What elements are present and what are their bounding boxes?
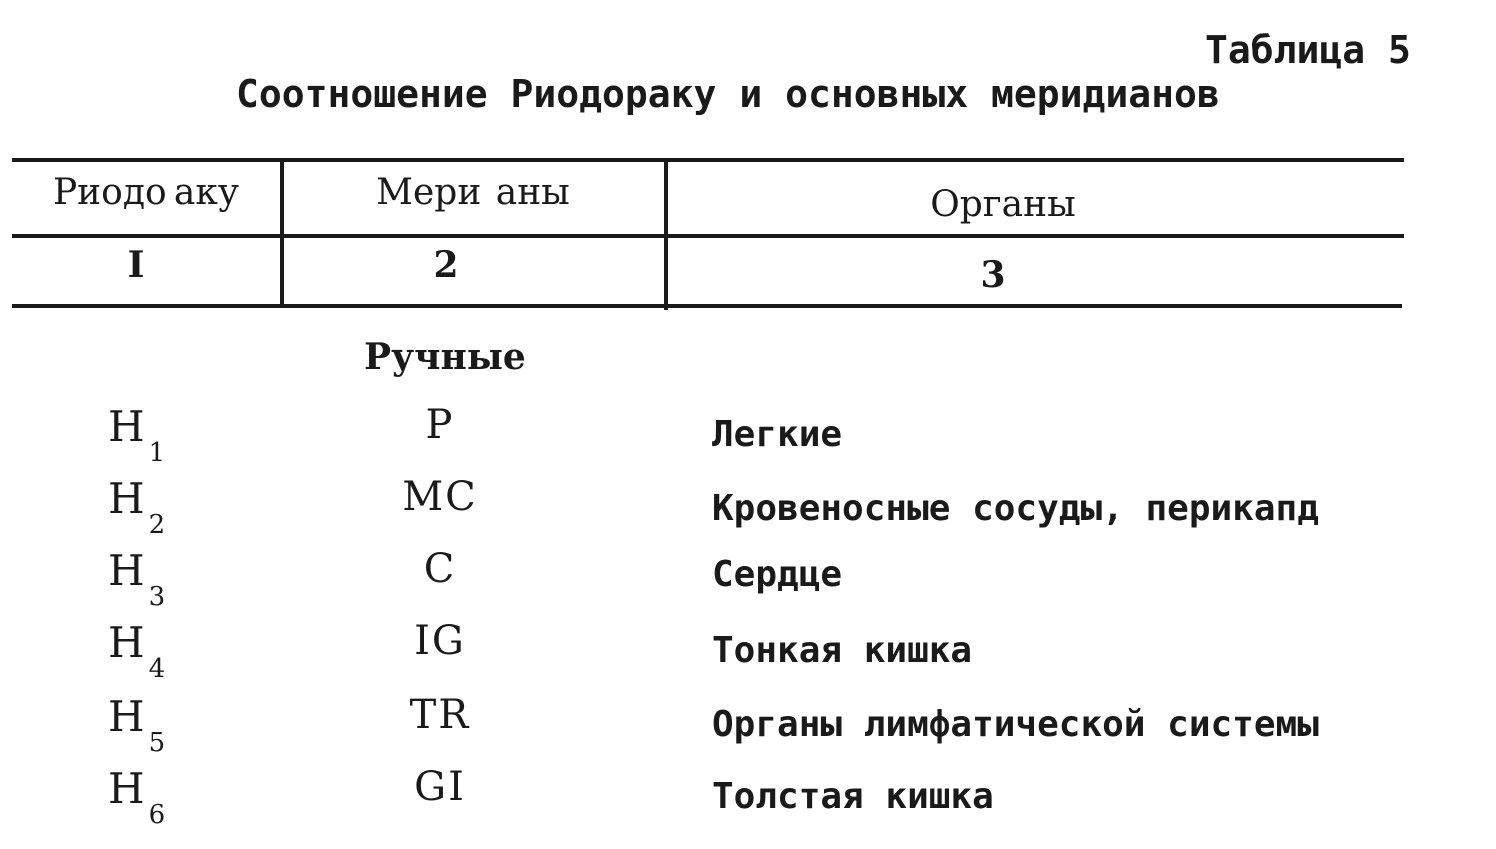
table-row [0,402,1496,472]
organ-name: Толстая кишка [712,776,994,817]
organ-name: Кровеносные сосуды, перикапд [712,488,1319,529]
header-riodoraku: Риодо аку [52,172,240,213]
header-organs: Органы [930,184,1076,225]
table-row [0,546,1496,616]
meridian-code: IG [414,618,466,664]
organ-name: Легкие [712,414,843,455]
header-meridians: Мери аны [376,172,570,213]
column-number-1: I [127,244,145,286]
table-number: Таблица 5 [1205,28,1411,72]
table-row [0,474,1496,544]
table-row [0,764,1496,834]
table-caption: Соотношение Риодораку и основных меридианов [236,72,1220,116]
meridian-code: TR [409,692,471,738]
riodoraku-code: $H_4$ [108,618,166,684]
header-bottom-rule [12,304,1402,308]
header-divider-rule [12,234,1404,238]
column-number-3: 3 [980,254,1006,296]
meridian-code: GI [414,764,466,810]
riodoraku-code: $H_6$ [108,764,166,830]
organ-name: Тонкая кишка [712,630,973,671]
column-number-2: 2 [433,244,459,286]
meridian-code: C [423,546,457,592]
table-row [0,692,1496,762]
riodoraku-code: $H_3$ [108,546,166,612]
organ-name: Органы лимфатической системы [712,704,1319,745]
riodoraku-code: $H_1$ [108,402,166,468]
riodoraku-code: $H_5$ [108,692,166,758]
table-top-rule [12,158,1404,162]
table-row [0,618,1496,688]
meridian-code: MC [402,474,478,520]
riodoraku-code: $H_2$ [108,474,166,540]
meridian-code: P [425,402,455,448]
organ-name: Сердце [712,554,843,595]
group-label: Ручные [364,336,526,378]
